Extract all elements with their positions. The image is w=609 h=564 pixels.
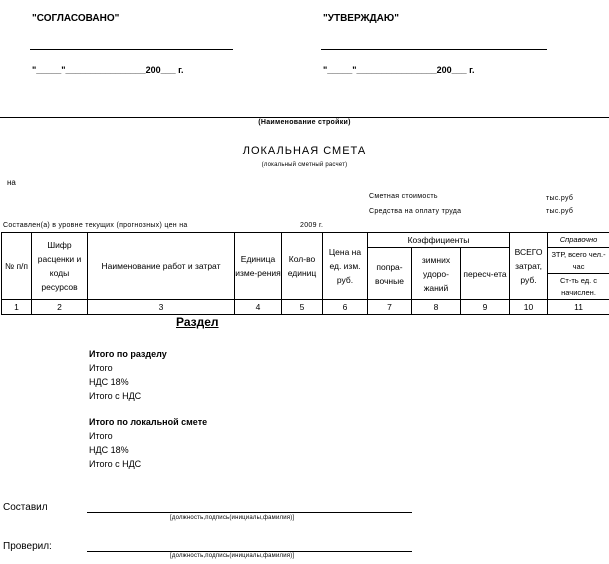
wage-funds-unit: тыс.руб [546, 208, 574, 215]
column-number: 6 [323, 300, 368, 315]
header-reference: Справочно [548, 233, 609, 248]
header-price: Цена на ед. изм. руб. [323, 233, 368, 300]
header-coef-winter: зимних удоро-жаний [412, 248, 461, 300]
column-number: 8 [412, 300, 461, 315]
column-number: 4 [235, 300, 282, 315]
checked-by-line [87, 551, 412, 552]
header-coefficients: Коэффициенты [368, 233, 510, 248]
column-number: 11 [548, 300, 609, 315]
construction-name-caption: (Наименование стройки) [258, 119, 351, 126]
column-number: 5 [282, 300, 323, 315]
estimate-for-label: на [7, 178, 16, 187]
header-coef-recalc: пересч-ета [461, 248, 510, 300]
column-numbers-row [2, 300, 609, 315]
column-number: 3 [88, 300, 235, 315]
estimate-total-line: Итого [89, 431, 113, 441]
header-total: ВСЕГО затрат, руб. [510, 233, 548, 300]
approved-signature-line [321, 49, 547, 50]
section-title: Раздел [176, 315, 219, 329]
section-totals-title: Итого по разделу [89, 349, 167, 359]
section-total-line: Итого [89, 363, 113, 373]
header-unit-cost: Ст-ть ед. с начислен. [548, 274, 609, 300]
price-level-text: Составлен(а) в уровне текущих (прогнозных) цен на [3, 222, 188, 229]
column-number: 9 [461, 300, 510, 315]
compiled-by-label: Составил [3, 502, 48, 513]
estimated-cost-label: Сметная стоимость [369, 193, 438, 200]
estimate-totals-title: Итого по локальной смете [89, 417, 208, 427]
page-title: ЛОКАЛЬНАЯ СМЕТА [242, 145, 367, 157]
estimate-total-with-vat-line: Итого с НДС [89, 459, 142, 469]
header-labor-hours: ЗТР, всего чел.-час [548, 248, 609, 274]
compiled-by-line [87, 512, 412, 513]
agreed-date: "_____"________________200___ г. [32, 65, 184, 75]
column-number: 2 [32, 300, 88, 315]
price-level-year: 2009 г. [300, 222, 324, 229]
compiled-by-hint: [должность,подпись(инициалы,фамилия)] [170, 515, 295, 521]
checked-by-hint: [должность,подпись(инициалы,фамилия)] [170, 553, 295, 559]
estimated-cost-unit: тыс.руб [546, 195, 574, 202]
header-coef-correction: попра-вочные [368, 248, 412, 300]
page-subtitle: (локальный сметный расчет) [261, 162, 348, 168]
section-total-with-vat-line: Итого с НДС [89, 391, 142, 401]
header-code: Шифр расценки и коды ресурсов [32, 233, 88, 300]
estimate-table [1, 232, 609, 315]
checked-by-label: Проверил: [3, 541, 52, 552]
agreed-signature-line [30, 49, 233, 50]
section-vat-line: НДС 18% [89, 377, 129, 387]
agreed-label: "СОГЛАСОВАНО" [32, 13, 120, 24]
approved-date: "_____"________________200___ г. [323, 65, 475, 75]
header-name: Наименование работ и затрат [88, 233, 235, 300]
approved-label: "УТВЕРЖДАЮ" [323, 13, 399, 24]
header-qty: Кол-во единиц [282, 233, 323, 300]
wage-funds-label: Средства на оплату труда [369, 208, 462, 215]
construction-name-line [0, 117, 609, 118]
column-number: 1 [2, 300, 32, 315]
column-number: 7 [368, 300, 412, 315]
estimate-vat-line: НДС 18% [89, 445, 129, 455]
header-unit: Единица изме-рения [235, 233, 282, 300]
column-number: 10 [510, 300, 548, 315]
header-num: № п/п [2, 233, 32, 300]
